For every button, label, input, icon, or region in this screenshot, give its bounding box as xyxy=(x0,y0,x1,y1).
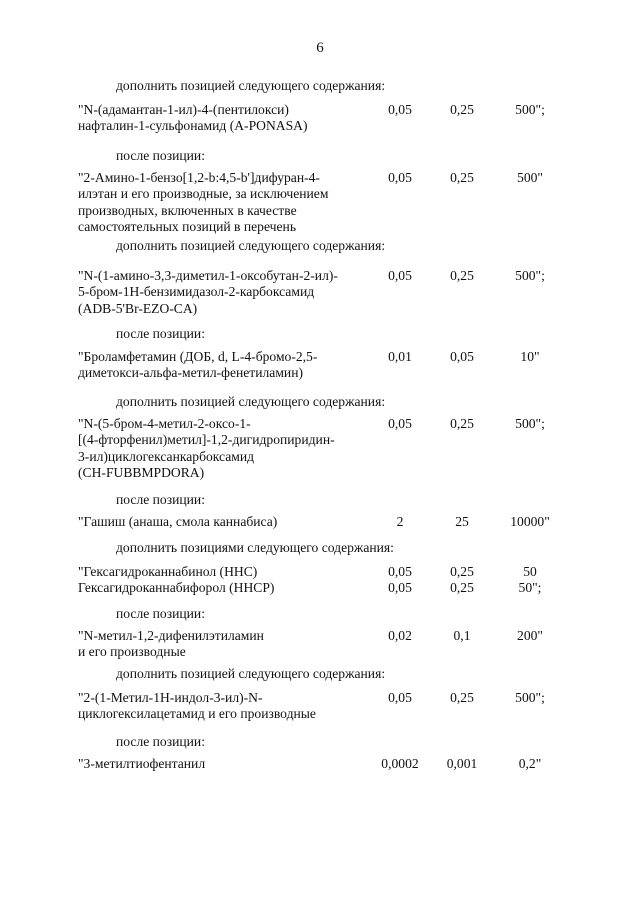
substance-name-line: "N-метил-1,2-дифенилэтиламин xyxy=(78,628,264,643)
substance-name-line: Гексагидроканнабифорол (HHCP) xyxy=(78,580,275,596)
substance-entry xyxy=(78,268,368,317)
instruction-text: после позиции: xyxy=(116,734,205,749)
value-column-2: 0,1 xyxy=(453,628,471,643)
instruction-text: после позиции: xyxy=(116,148,205,163)
substance-name-line: "Гашиш (анаша, смола каннабиса) xyxy=(78,514,278,529)
value-column-1: 0,05 xyxy=(388,416,412,431)
substance-name-line: производных, включенных в качестве xyxy=(78,202,297,218)
substance-name-line: (ADB-5'Br-EZO-CA) xyxy=(78,300,198,316)
value-column-3: 50 xyxy=(523,564,537,579)
value-column-2: 0,25 xyxy=(450,268,474,283)
substance-name-line: 5-бром-1Н-бензимидазол-2-карбоксамид xyxy=(78,284,315,300)
value-column-1: 0,05 xyxy=(388,690,412,705)
value-column-3: 0,2" xyxy=(518,756,542,771)
value-column-2: 0,25 xyxy=(450,102,474,117)
value-column-3: 500" xyxy=(517,170,543,185)
substance-entry xyxy=(78,416,368,482)
value-column-2: 0,25 xyxy=(450,564,474,579)
instruction-text: дополнить позицией следующего содержания: xyxy=(116,666,386,681)
instruction-text: после позиции: xyxy=(116,326,205,341)
substance-name-line: и его производные xyxy=(78,644,186,660)
substance-entry xyxy=(78,628,368,661)
value-column-2: 0,25 xyxy=(450,580,474,596)
value-column-3: 50"; xyxy=(518,580,542,596)
instruction-text: дополнить позицией следующего содержания: xyxy=(116,78,386,93)
value-column-1: 0,05 xyxy=(388,170,412,185)
substance-name-line: илэтан и его производные, за исключением xyxy=(78,186,329,202)
substance-name-line: диметокси-альфа-метил-фенетиламин) xyxy=(78,365,304,381)
substance-name-line: циклогексилацетамид и его производные xyxy=(78,706,316,722)
value-column-3: 500"; xyxy=(515,416,545,431)
value-column-2: 0,001 xyxy=(446,756,478,771)
substance-entry xyxy=(78,170,368,236)
value-column-3: 10" xyxy=(520,349,540,364)
substance-name-line: самостоятельных позиций в перечень xyxy=(78,219,297,235)
substance-name-line: 3-ил)циклогексанкарбоксамид xyxy=(78,448,255,464)
substance-entry xyxy=(78,102,368,135)
substance-entry xyxy=(78,756,368,772)
value-column-1: 0,05 xyxy=(388,580,412,596)
substance-name-line: (CH-FUBBMPDORA) xyxy=(78,465,205,481)
substance-entry xyxy=(78,514,368,530)
value-column-2: 0,25 xyxy=(450,690,474,705)
substance-name-line: нафталин-1-сульфонамид (A-PONASA) xyxy=(78,118,308,134)
substance-name-line: "2-(1-Метил-1Н-индол-3-ил)-N- xyxy=(78,690,263,705)
value-column-2: 25 xyxy=(455,514,469,529)
value-column-2: 0,25 xyxy=(450,170,474,185)
substance-name-line: "Гексагидроканнабинол (HHC) xyxy=(78,564,258,579)
value-column-2: 0,05 xyxy=(450,349,474,364)
value-column-1: 0,02 xyxy=(388,628,412,643)
instruction-text: после позиции: xyxy=(116,492,205,507)
substance-name-line: "Броламфетамин (ДОБ, d, L-4-бромо-2,5- xyxy=(78,349,318,364)
value-column-3: 500"; xyxy=(515,268,545,283)
substance-entry xyxy=(78,564,368,597)
instruction-text: дополнить позициями следующего содержания: xyxy=(116,540,394,555)
substance-name-line: "N-(5-бром-4-метил-2-оксо-1- xyxy=(78,416,251,431)
value-column-3: 500"; xyxy=(515,102,545,117)
substance-name-line: "N-(адамантан-1-ил)-4-(пентилокси) xyxy=(78,102,289,117)
substance-entry xyxy=(78,690,368,723)
value-column-1: 0,05 xyxy=(388,102,412,117)
value-column-3: 500"; xyxy=(515,690,545,705)
instruction-text: дополнить позицией следующего содержания: xyxy=(116,394,386,409)
substance-name-line: "2-Амино-1-бензо[1,2-b:4,5-b']дифуран-4- xyxy=(78,170,320,185)
instruction-text: после позиции: xyxy=(116,606,205,621)
substance-name-line: "N-(1-амино-3,3-диметил-1-оксобутан-2-ил)- xyxy=(78,268,338,283)
value-column-1: 0,05 xyxy=(388,564,412,579)
value-column-1: 0,05 xyxy=(388,268,412,283)
value-column-2: 0,25 xyxy=(450,416,474,431)
substance-name-line: "3-метилтиофентанил xyxy=(78,756,206,771)
value-column-1: 0,01 xyxy=(388,349,412,364)
value-column-3: 10000" xyxy=(510,514,550,529)
value-column-1: 2 xyxy=(396,514,404,529)
substance-name-line: [(4-фторфенил)метил]-1,2-дигидропиридин- xyxy=(78,432,335,448)
value-column-1: 0,0002 xyxy=(381,756,419,771)
value-column-3: 200" xyxy=(517,628,543,643)
page-number: 6 xyxy=(316,40,324,56)
instruction-text: дополнить позицией следующего содержания: xyxy=(116,238,386,253)
substance-entry xyxy=(78,349,368,382)
